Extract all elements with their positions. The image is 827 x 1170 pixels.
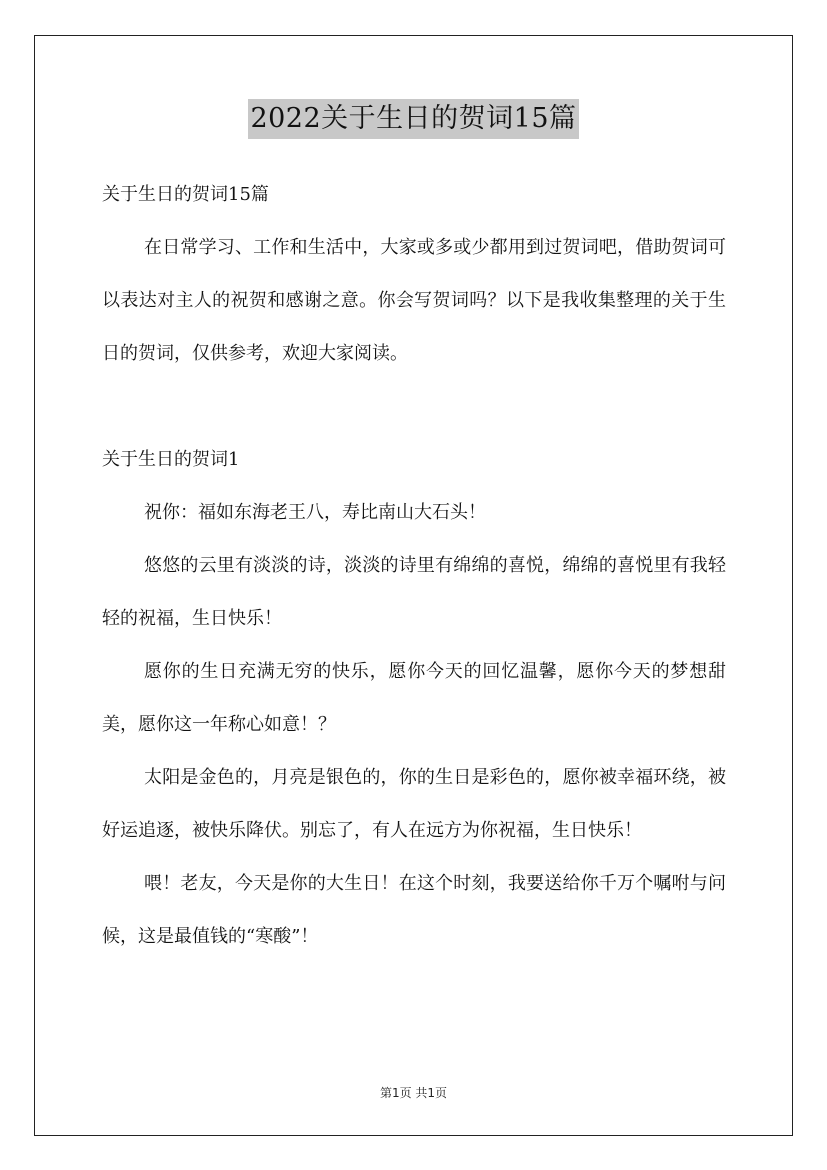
document-body — [102, 168, 726, 963]
intro-paragraph: 在日常学习、工作和生活中，大家或多或少都用到过贺词吧，借助贺词可以表达对主人的祝贺和感谢之意。你会写贺词吗？以下是我收集整理的关于生日的贺词，仅供参考，欢迎大家阅读。 — [102, 237, 726, 364]
page-number: 第1页 共1页 — [379, 1086, 448, 1100]
body-paragraph: 悠悠的云里有淡淡的诗，淡淡的诗里有绵绵的喜悦，绵绵的喜悦里有我轻轻的祝福，生日快乐！ — [102, 555, 726, 629]
body-paragraph: 喂！老友，今天是你的大生日！在这个时刻，我要送给你千万个嘱咐与问候，这是最值钱的“寒酸”！ — [102, 873, 726, 947]
body-paragraph: 愿你的生日充满无穷的快乐，愿你今天的回忆温馨，愿你今天的梦想甜美，愿你这一年称心如意！？ — [102, 661, 726, 735]
title-container — [0, 99, 827, 139]
section-heading: 关于生日的贺词1 — [102, 449, 240, 470]
blank-line — [102, 380, 726, 433]
page-footer — [0, 1084, 827, 1101]
document-subtitle: 关于生日的贺词15篇 — [102, 184, 269, 205]
body-paragraph: 太阳是金色的，月亮是银色的，你的生日是彩色的，愿你被幸福环绕，被好运追逐，被快乐降伏。别忘了，有人在远方为你祝福，生日快乐！ — [102, 767, 726, 841]
document-title: 2022关于生日的贺词15篇 — [248, 99, 578, 139]
body-paragraph: 祝你：福如东海老王八，寿比南山大石头！ — [144, 502, 486, 523]
